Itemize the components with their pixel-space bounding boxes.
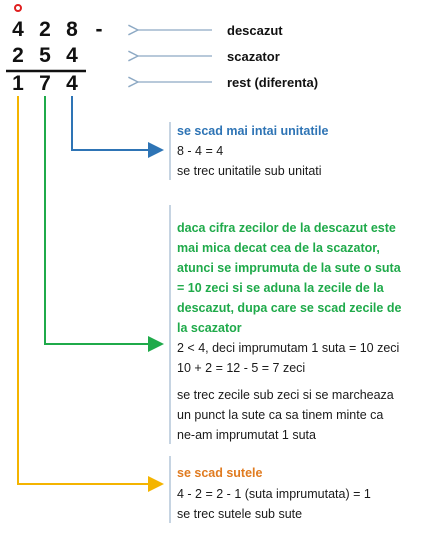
hundreds-line2: se trec sutele sub sute — [177, 507, 303, 521]
hundreds-line1: 4 - 2 = 2 - 1 (suta imprumutata) = 1 — [177, 487, 371, 501]
rest-tens: 7 — [39, 72, 51, 95]
units-title: se scad mai intai unitatile — [177, 124, 329, 138]
hundreds-title: se scad sutele — [177, 466, 263, 480]
tens-rule-line3: atunci se imprumuta de la sute o suta — [177, 261, 401, 275]
hundreds-connector — [18, 96, 162, 484]
tens-rule-line2: mai mica decat cea de la scazator, — [177, 241, 380, 255]
tens-note-line3: ne-am imprumutat 1 suta — [177, 428, 316, 442]
tens-rule-line4: = 10 zeci si se aduna la zecile de la — [177, 281, 384, 295]
tens-note-line1: se trec zecile sub zeci si se marcheaza — [177, 388, 394, 402]
rest-units: 4 — [66, 72, 78, 95]
tens-rule-line1: daca cifra zecilor de la descazut este — [177, 221, 396, 235]
tens-line2: 10 + 2 = 12 - 5 = 7 zeci — [177, 361, 306, 375]
tens-rule-line6: la scazator — [177, 321, 242, 335]
units-line2: se trec unitatile sub unitati — [177, 164, 322, 178]
scazator-hundreds: 2 — [12, 44, 24, 67]
tens-note-line2: un punct la sute ca sa tinem minte ca — [177, 408, 384, 422]
borrow-mark-icon — [14, 4, 22, 12]
tens-line1: 2 < 4, deci imprumutam 1 suta = 10 zeci — [177, 341, 400, 355]
minus-sign: - — [95, 18, 103, 41]
label-rest: rest (diferenta) — [227, 75, 319, 90]
tens-connector — [45, 96, 162, 344]
scazator-units: 4 — [66, 44, 78, 67]
tens-rule-line5: descazut, dupa care se scad zecile de — [177, 301, 402, 315]
descazut-tens: 2 — [39, 18, 51, 41]
units-connector — [72, 96, 162, 150]
rest-hundreds: 1 — [12, 72, 24, 95]
scazator-tens: 5 — [39, 44, 51, 67]
descazut-hundreds: 4 — [12, 18, 24, 41]
descazut-units: 8 — [66, 18, 78, 41]
label-descazut: descazut — [227, 23, 283, 38]
units-line1: 8 - 4 = 4 — [177, 144, 224, 158]
label-scazator: scazator — [227, 49, 280, 64]
